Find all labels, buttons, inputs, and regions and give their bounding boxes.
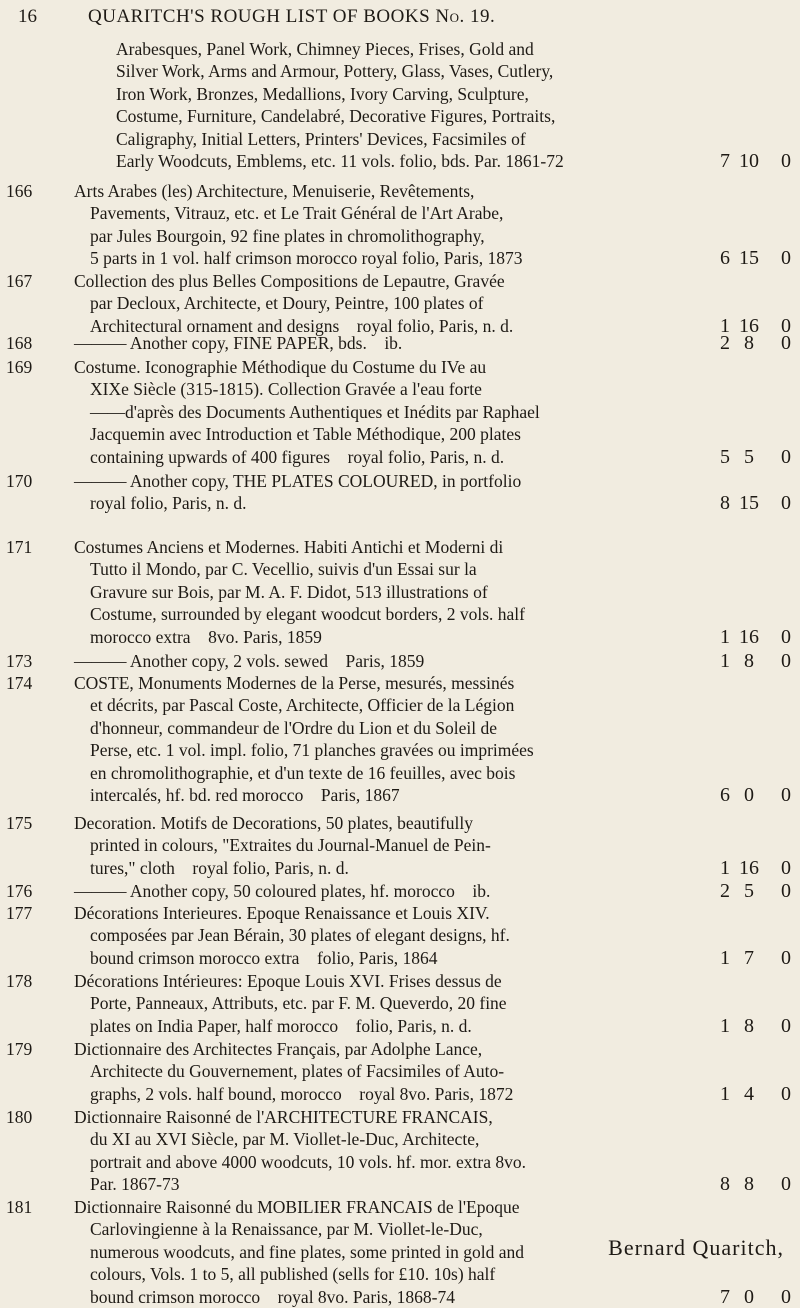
price-shillings: 15	[739, 247, 759, 270]
catalogue-entry	[0, 332, 800, 354]
catalogue-entry	[0, 356, 800, 468]
price-shillings: 8	[744, 1014, 754, 1037]
price-pence: 0	[781, 1014, 791, 1037]
description-line: Early Woodcuts, Emblems, etc. 11 vols. folio, bds. Par. 1861-72	[116, 150, 564, 171]
price-pounds: 6	[720, 784, 730, 806]
lot-number: 176	[6, 881, 33, 901]
price-pounds: 8	[720, 492, 730, 515]
description-line: Décorations Interieures. Epoque Renaissance et Louis XIV.	[74, 903, 490, 923]
description-line: portrait and above 4000 woodcuts, 10 vols. hf. mor. extra 8vo.	[90, 1151, 526, 1172]
description-line: Tutto il Mondo, par C. Vecellio, suivis d'un Essai sur la	[90, 559, 477, 580]
description-line: Carlovingienne à la Renaissance, par M. Viollet-le-Duc,	[90, 1219, 483, 1240]
description-line: royal folio, Paris, n. d.	[90, 493, 247, 514]
price-shillings: 16	[739, 625, 759, 648]
price-pounds: 1	[720, 1014, 730, 1037]
description-line: par Decloux, Architecte, et Doury, Peintre, 100 plates of	[90, 293, 484, 314]
catalogue-entry	[0, 1038, 800, 1105]
description-line: Dictionnaire Raisonné du MOBILIER FRANCAIS de l'Epoque	[74, 1197, 520, 1217]
price-pence: 0	[781, 784, 791, 806]
description-line: Dictionnaire des Architectes Français, par Adolphe Lance,	[74, 1039, 483, 1059]
price-pounds: 8	[720, 1173, 730, 1196]
price-shillings: 5	[744, 880, 754, 902]
description-line: en chromolithographie, et d'un texte de 16 feuilles, avec bois	[90, 762, 516, 783]
catalogue-entry	[0, 672, 800, 806]
description-line: Costume. Iconographie Méthodique du Costume du IVe au	[74, 357, 487, 377]
entry-description	[74, 270, 710, 337]
description-line: ——— Another copy, THE PLATES COLOURED, in portfolio	[74, 471, 522, 491]
entry-description	[74, 812, 710, 879]
price-pounds: 1	[720, 314, 730, 337]
price-shillings: 4	[744, 1082, 754, 1105]
description-line: containing upwards of 400 figures royal folio, Paris, n. d.	[90, 446, 505, 467]
description-line: Par. 1867-73	[90, 1174, 180, 1195]
price-pounds: 1	[720, 625, 730, 648]
price-pounds: 1	[720, 946, 730, 969]
description-line: colours, Vols. 1 to 5, all published (sells for £10. 10s) half	[90, 1264, 496, 1285]
lot-number: 167	[6, 271, 33, 291]
price-shillings: 8	[744, 332, 754, 354]
price-pounds: 6	[720, 247, 730, 270]
description-line: Arts Arabes (les) Architecture, Menuiserie, Revêtements,	[74, 181, 475, 201]
catalogue-entry	[0, 470, 800, 515]
catalogue-entry	[0, 902, 800, 969]
description-line: Perse, etc. 1 vol. impl. folio, 71 planches gravées ou imprimées	[90, 740, 534, 761]
description-line: d'honneur, commandeur de l'Ordre du Lion et du Soleil de	[90, 717, 498, 738]
catalogue-entry	[0, 880, 800, 902]
price-pounds: 1	[720, 650, 730, 672]
price-pence: 0	[781, 880, 791, 902]
lot-number: 171	[6, 537, 33, 557]
description-line: par Jules Bourgoin, 92 fine plates in chromolithography,	[90, 225, 485, 246]
price-shillings: 16	[739, 314, 759, 337]
entry-description	[74, 470, 710, 515]
description-line: Architecte du Gouvernement, plates of Facsimiles of Auto-	[90, 1061, 505, 1082]
description-line: bound crimson morocco royal 8vo. Paris, 1868-74	[90, 1286, 456, 1307]
price-pounds: 2	[720, 332, 730, 354]
entry-description	[74, 672, 710, 806]
price-shillings: 5	[744, 445, 754, 468]
price-shillings: 0	[744, 1285, 754, 1308]
entry-description	[74, 970, 710, 1037]
description-line: ——— Another copy, 2 vols. sewed Paris, 1859	[74, 651, 425, 671]
catalogue-entry	[0, 536, 800, 648]
running-title: QUARITCH'S ROUGH LIST OF BOOKS No. 19.	[88, 6, 496, 27]
description-line: Collection des plus Belles Compositions de Lepautre, Gravée	[74, 271, 505, 291]
price-shillings: 15	[739, 492, 759, 515]
description-line: plates on India Paper, half morocco folio, Paris, n. d.	[90, 1015, 472, 1036]
price-pence: 0	[781, 1285, 791, 1308]
description-line: Costume, Furniture, Candelabré, Decorative Figures, Portraits,	[116, 106, 556, 127]
entry-description	[74, 902, 710, 969]
description-line: Iron Work, Bronzes, Medallions, Ivory Carving, Sculpture,	[116, 83, 529, 104]
description-line: du XI au XVI Siècle, par M. Viollet-le-Duc, Architecte,	[90, 1129, 480, 1150]
description-line: ——— Another copy, 50 coloured plates, hf. morocco ib.	[74, 881, 491, 901]
price-pounds: 2	[720, 880, 730, 902]
catalogue-entry	[0, 270, 800, 337]
entry-description	[74, 1106, 710, 1196]
page-header	[18, 6, 790, 32]
price-pence: 0	[781, 650, 791, 672]
price-shillings: 0	[744, 784, 754, 806]
description-line: printed in colours, "Extraites du Journal-Manuel de Pein-	[90, 835, 491, 856]
price-pence: 0	[781, 625, 791, 648]
description-line: tures," cloth royal folio, Paris, n. d.	[90, 857, 349, 878]
lot-number: 179	[6, 1039, 33, 1059]
description-line: 5 parts in 1 vol. half crimson morocco royal folio, Paris, 1873	[90, 248, 523, 269]
description-line: Jacquemin avec Introduction et Table Méthodique, 200 plates	[90, 424, 521, 445]
lot-number: 178	[6, 971, 33, 991]
entry-description	[74, 650, 710, 672]
description-line: COSTE, Monuments Modernes de la Perse, mesurés, messinés	[74, 673, 515, 693]
price-pence: 0	[781, 150, 791, 172]
entry-description	[74, 332, 710, 354]
description-line: ——— Another copy, FINE PAPER, bds. ib.	[74, 333, 403, 353]
description-line: Caligraphy, Initial Letters, Printers' Devices, Facsimiles of	[116, 128, 526, 149]
description-line: et décrits, par Pascal Coste, Architecte, Officier de la Légion	[90, 695, 515, 716]
lot-number: 173	[6, 651, 33, 671]
description-line: intercalés, hf. bd. red morocco Paris, 1867	[90, 784, 400, 805]
description-line: Gravure sur Bois, par M. A. F. Didot, 513 illustrations of	[90, 581, 488, 602]
description-line: Decoration. Motifs de Decorations, 50 plates, beautifully	[74, 813, 473, 833]
description-line: morocco extra 8vo. Paris, 1859	[90, 626, 322, 647]
price-pence: 0	[781, 247, 791, 270]
price-shillings: 8	[744, 650, 754, 672]
price-pounds: 7	[720, 150, 730, 172]
description-line: graphs, 2 vols. half bound, morocco royal 8vo. Paris, 1872	[90, 1083, 514, 1104]
description-line: Arabesques, Panel Work, Chimney Pieces, Frises, Gold and	[116, 39, 534, 59]
price-pence: 0	[781, 1173, 791, 1196]
catalogue-entry	[0, 38, 800, 172]
entry-description	[74, 356, 710, 468]
price-pence: 0	[781, 332, 791, 354]
description-line: XIXe Siècle (315-1815). Collection Gravée a l'eau forte	[90, 379, 482, 400]
lot-number: 166	[6, 181, 33, 201]
price-shillings: 8	[744, 1173, 754, 1196]
description-line: numerous woodcuts, and fine plates, some printed in gold and	[90, 1241, 525, 1262]
description-line: Porte, Panneaux, Attributs, etc. par F. M. Queverdo, 20 fine	[90, 993, 507, 1014]
price-pence: 0	[781, 314, 791, 337]
description-line: Décorations Intérieures: Epoque Louis XVI. Frises dessus de	[74, 971, 502, 991]
lot-number: 170	[6, 471, 33, 491]
description-line: Silver Work, Arms and Armour, Pottery, Glass, Vases, Cutlery,	[116, 61, 554, 82]
price-shillings: 7	[744, 946, 754, 969]
price-pounds: 1	[720, 1082, 730, 1105]
catalogue-entry	[0, 970, 800, 1037]
price-pence: 0	[781, 492, 791, 515]
description-line: Architectural ornament and designs royal folio, Paris, n. d.	[90, 315, 514, 336]
price-pence: 0	[781, 946, 791, 969]
page-number: 16	[18, 6, 37, 27]
price-pence: 0	[781, 445, 791, 468]
description-line: bound crimson morocco extra folio, Paris, 1864	[90, 947, 438, 968]
description-line: ——d'après des Documents Authentiques et Inédits par Raphael	[90, 401, 540, 422]
lot-number: 174	[6, 673, 33, 693]
entry-description	[74, 1038, 710, 1105]
entry-description	[74, 180, 710, 270]
publisher-footer: Bernard Quaritch,	[608, 1235, 784, 1260]
catalogue-entry	[0, 180, 800, 270]
catalogue-entry	[0, 650, 800, 672]
lot-number: 180	[6, 1107, 33, 1127]
lot-number: 175	[6, 813, 33, 833]
lot-number: 177	[6, 903, 33, 923]
description-line: Costumes Anciens et Modernes. Habiti Antichi et Moderni di	[74, 537, 504, 557]
description-line: Dictionnaire Raisonné de l'ARCHITECTURE FRANCAIS,	[74, 1107, 493, 1127]
lot-number: 181	[6, 1197, 33, 1217]
price-pence: 0	[781, 1082, 791, 1105]
entry-description	[74, 880, 710, 902]
price-shillings: 10	[739, 150, 759, 172]
catalogue-entry	[0, 1106, 800, 1196]
description-line: Pavements, Vitrauz, etc. et Le Trait Général de l'Art Arabe,	[90, 203, 504, 224]
description-line: Costume, surrounded by elegant woodcut borders, 2 vols. half	[90, 604, 525, 625]
price-pounds: 1	[720, 856, 730, 879]
lot-number: 169	[6, 357, 33, 377]
catalogue-entry	[0, 812, 800, 879]
price-pence: 0	[781, 856, 791, 879]
lot-number: 168	[6, 333, 33, 353]
entry-description	[74, 536, 710, 648]
price-pounds: 7	[720, 1285, 730, 1308]
entry-description	[74, 38, 710, 172]
price-pounds: 5	[720, 445, 730, 468]
price-shillings: 16	[739, 856, 759, 879]
description-line: composées par Jean Bérain, 30 plates of elegant designs, hf.	[90, 925, 510, 946]
